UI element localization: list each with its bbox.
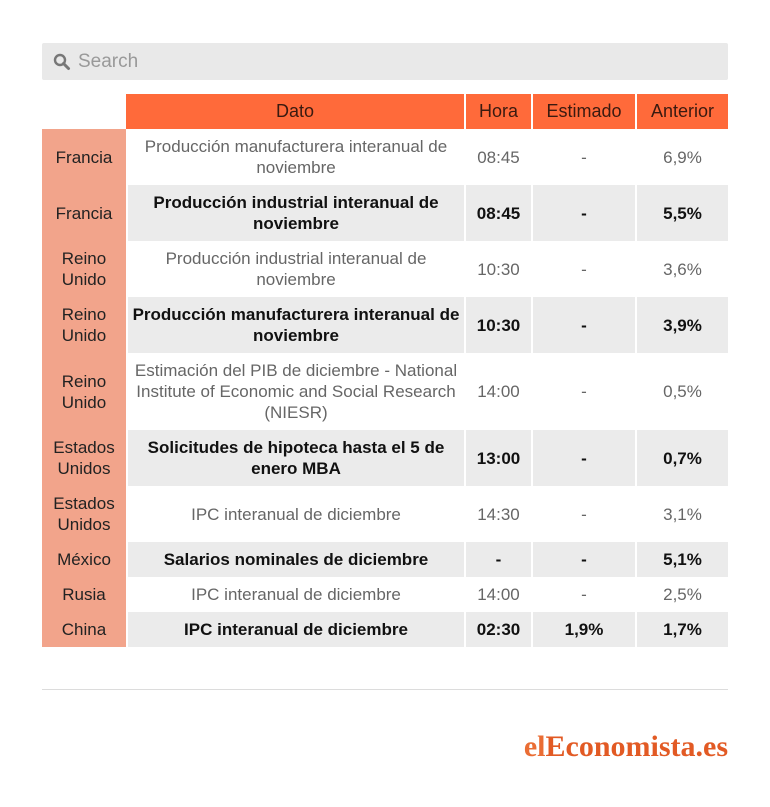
country-cell: Estados Unidos	[42, 430, 126, 486]
dato-cell: Solicitudes de hipoteca hasta el 5 de enero MBA	[126, 430, 464, 486]
estimado-cell: -	[531, 486, 635, 542]
logo-part-economista: Economista.es	[545, 730, 728, 763]
hora-cell: 02:30	[464, 612, 531, 647]
anterior-cell: 3,6%	[635, 241, 728, 297]
eleconomista-logo[interactable]	[524, 730, 728, 764]
header-estimado[interactable]: Estimado	[531, 94, 635, 129]
estimado-cell: -	[531, 185, 635, 241]
table-row	[42, 241, 728, 297]
search-icon	[53, 53, 71, 71]
hora-cell: 08:45	[464, 185, 531, 241]
dato-cell: IPC interanual de diciembre	[126, 486, 464, 542]
header-anterior[interactable]: Anterior	[635, 94, 728, 129]
logo-part-el: el	[523, 730, 546, 763]
dato-cell: Producción industrial interanual de noviembre	[126, 241, 464, 297]
anterior-cell: 6,9%	[635, 129, 728, 185]
anterior-cell: 5,1%	[635, 542, 728, 577]
country-cell: China	[42, 612, 126, 647]
country-cell: Reino Unido	[42, 353, 126, 430]
hora-cell: 08:45	[464, 129, 531, 185]
table-row	[42, 486, 728, 542]
table-row	[42, 353, 728, 430]
table-row	[42, 430, 728, 486]
economic-calendar-table	[42, 94, 728, 647]
hora-cell: 14:00	[464, 577, 531, 612]
hora-cell: 10:30	[464, 241, 531, 297]
footer-divider	[42, 689, 728, 690]
country-cell: Francia	[42, 185, 126, 241]
dato-cell: IPC interanual de diciembre	[126, 612, 464, 647]
search-input[interactable]	[78, 43, 718, 80]
anterior-cell: 3,9%	[635, 297, 728, 353]
search-bar[interactable]	[42, 43, 728, 80]
country-cell: México	[42, 542, 126, 577]
anterior-cell: 1,7%	[635, 612, 728, 647]
table-header-row	[42, 94, 728, 129]
estimado-cell: -	[531, 129, 635, 185]
header-hora[interactable]: Hora	[464, 94, 531, 129]
estimado-cell: 1,9%	[531, 612, 635, 647]
header-dato[interactable]: Dato	[126, 94, 464, 129]
dato-cell: Producción manufacturera interanual de noviembre	[126, 129, 464, 185]
table-row	[42, 185, 728, 241]
table-row	[42, 297, 728, 353]
table-row	[42, 577, 728, 612]
table-row	[42, 129, 728, 185]
header-corner	[42, 94, 126, 129]
country-cell: Estados Unidos	[42, 486, 126, 542]
dato-cell: IPC interanual de diciembre	[126, 577, 464, 612]
country-cell: Francia	[42, 129, 126, 185]
anterior-cell: 0,5%	[635, 353, 728, 430]
country-cell: Reino Unido	[42, 241, 126, 297]
dato-cell: Estimación del PIB de diciembre - National Institute of Economic and Social Research (NIESR)	[126, 353, 464, 430]
table-row	[42, 542, 728, 577]
estimado-cell: -	[531, 577, 635, 612]
estimado-cell: -	[531, 353, 635, 430]
estimado-cell: -	[531, 430, 635, 486]
anterior-cell: 5,5%	[635, 185, 728, 241]
hora-cell: 14:30	[464, 486, 531, 542]
estimado-cell: -	[531, 542, 635, 577]
anterior-cell: 2,5%	[635, 577, 728, 612]
table-row	[42, 612, 728, 647]
anterior-cell: 0,7%	[635, 430, 728, 486]
anterior-cell: 3,1%	[635, 486, 728, 542]
country-cell: Rusia	[42, 577, 126, 612]
dato-cell: Producción manufacturera interanual de noviembre	[126, 297, 464, 353]
hora-cell: 14:00	[464, 353, 531, 430]
estimado-cell: -	[531, 297, 635, 353]
hora-cell: 10:30	[464, 297, 531, 353]
hora-cell: -	[464, 542, 531, 577]
dato-cell: Salarios nominales de diciembre	[126, 542, 464, 577]
estimado-cell: -	[531, 241, 635, 297]
dato-cell: Producción industrial interanual de noviembre	[126, 185, 464, 241]
country-cell: Reino Unido	[42, 297, 126, 353]
hora-cell: 13:00	[464, 430, 531, 486]
